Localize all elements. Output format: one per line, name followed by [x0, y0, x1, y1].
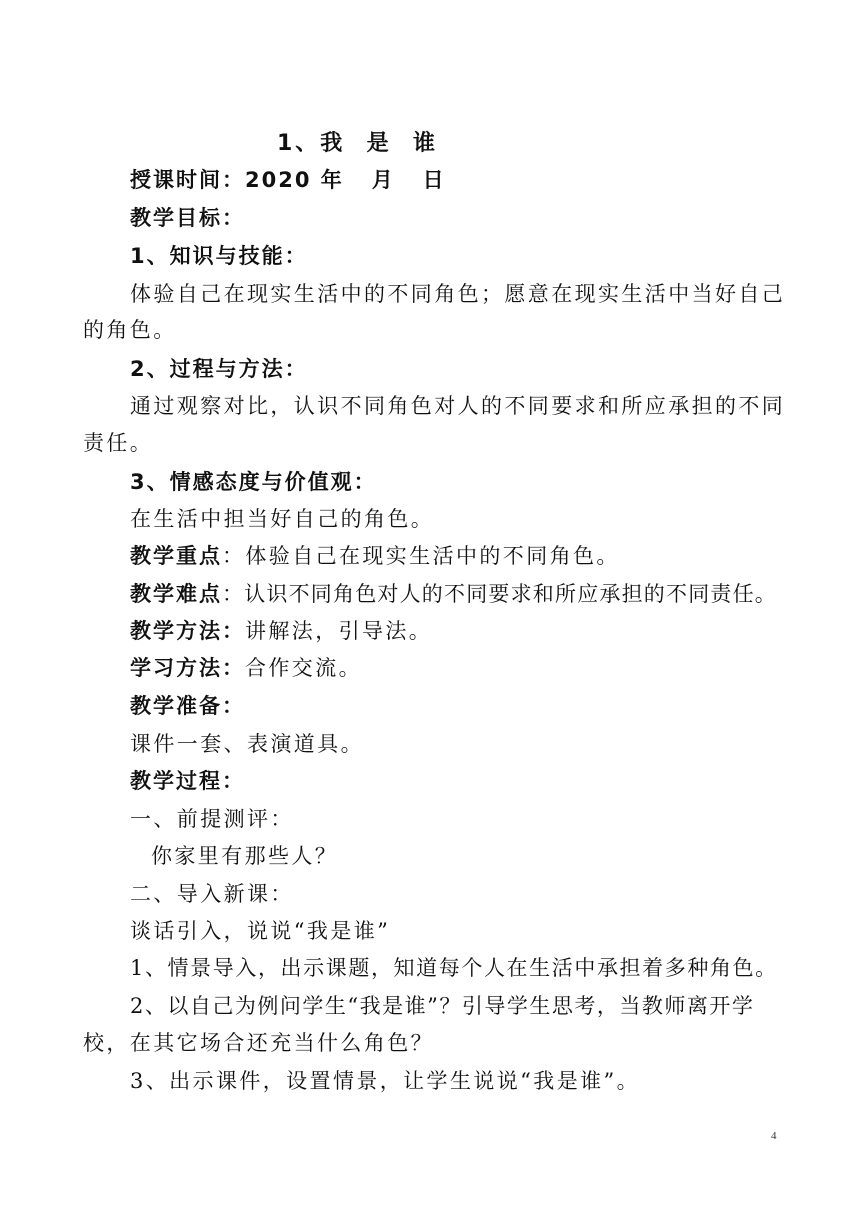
difficulties-text: ：认识不同角色对人的不同要求和所应承担的不同责任。	[222, 582, 777, 606]
objective-2-text-cont: 责任。	[83, 431, 154, 455]
teaching-method-text: 讲解法，引导法。	[245, 619, 433, 643]
study-method-text: 合作交流。	[245, 656, 362, 680]
step-1-heading: 一、前提测评：	[130, 807, 294, 831]
step-2-heading: 二、导入新课：	[130, 882, 294, 906]
item-1: 1、情景导入，出示课题，知道每个人在生活中承担着多种角色。	[130, 956, 778, 980]
item-3: 3、出示课件，设置情景，让学生说说“我是谁”。	[130, 1069, 641, 1093]
preparation-text: 课件一套、表演道具。	[130, 732, 364, 756]
objective-2-heading: 2、过程与方法：	[130, 357, 308, 381]
objective-1-heading: 1、知识与技能：	[130, 244, 308, 268]
teaching-method	[130, 616, 860, 646]
page-number: 4	[771, 1130, 777, 1142]
time-label: 授课时间：	[130, 168, 245, 192]
objective-3-text: 在生活中担当好自己的角色。	[130, 507, 435, 531]
item-2-cont: 校，在其它场合还充当什么角色？	[83, 1031, 434, 1055]
item-2: 2、以自己为例问学生“我是谁”？引导学生思考，当教师离开学	[130, 994, 755, 1018]
study-method	[130, 653, 860, 683]
objective-3-heading: 3、情感态度与价值观：	[130, 470, 377, 494]
study-method-label: 学习方法：	[130, 656, 245, 680]
key-points-label: 教学重点	[130, 544, 222, 568]
step-1-question: 你家里有那些人？	[151, 844, 339, 868]
lesson-time	[130, 165, 860, 195]
lesson-title: 1、我 是 谁	[277, 131, 438, 156]
step-2-intro: 谈话引入，说说“我是谁”	[130, 919, 391, 943]
key-points-text: ：体验自己在现实生活中的不同角色。	[222, 544, 620, 568]
difficulties	[130, 579, 860, 609]
objective-1-text-cont: 的角色。	[83, 318, 177, 342]
preparation-heading: 教学准备：	[130, 694, 245, 718]
time-value: 2020 年 月 日	[245, 168, 446, 192]
objective-2-text: 通过观察对比，认识不同角色对人的不同要求和所应承担的不同	[130, 394, 786, 418]
process-heading: 教学过程：	[130, 769, 245, 793]
difficulties-label: 教学难点	[130, 582, 222, 606]
teaching-method-label: 教学方法：	[130, 619, 245, 643]
key-points	[130, 541, 860, 571]
objective-1-text: 体验自己在现实生活中的不同角色；愿意在现实生活中当好自己	[130, 282, 786, 306]
objectives-heading: 教学目标：	[130, 206, 245, 230]
